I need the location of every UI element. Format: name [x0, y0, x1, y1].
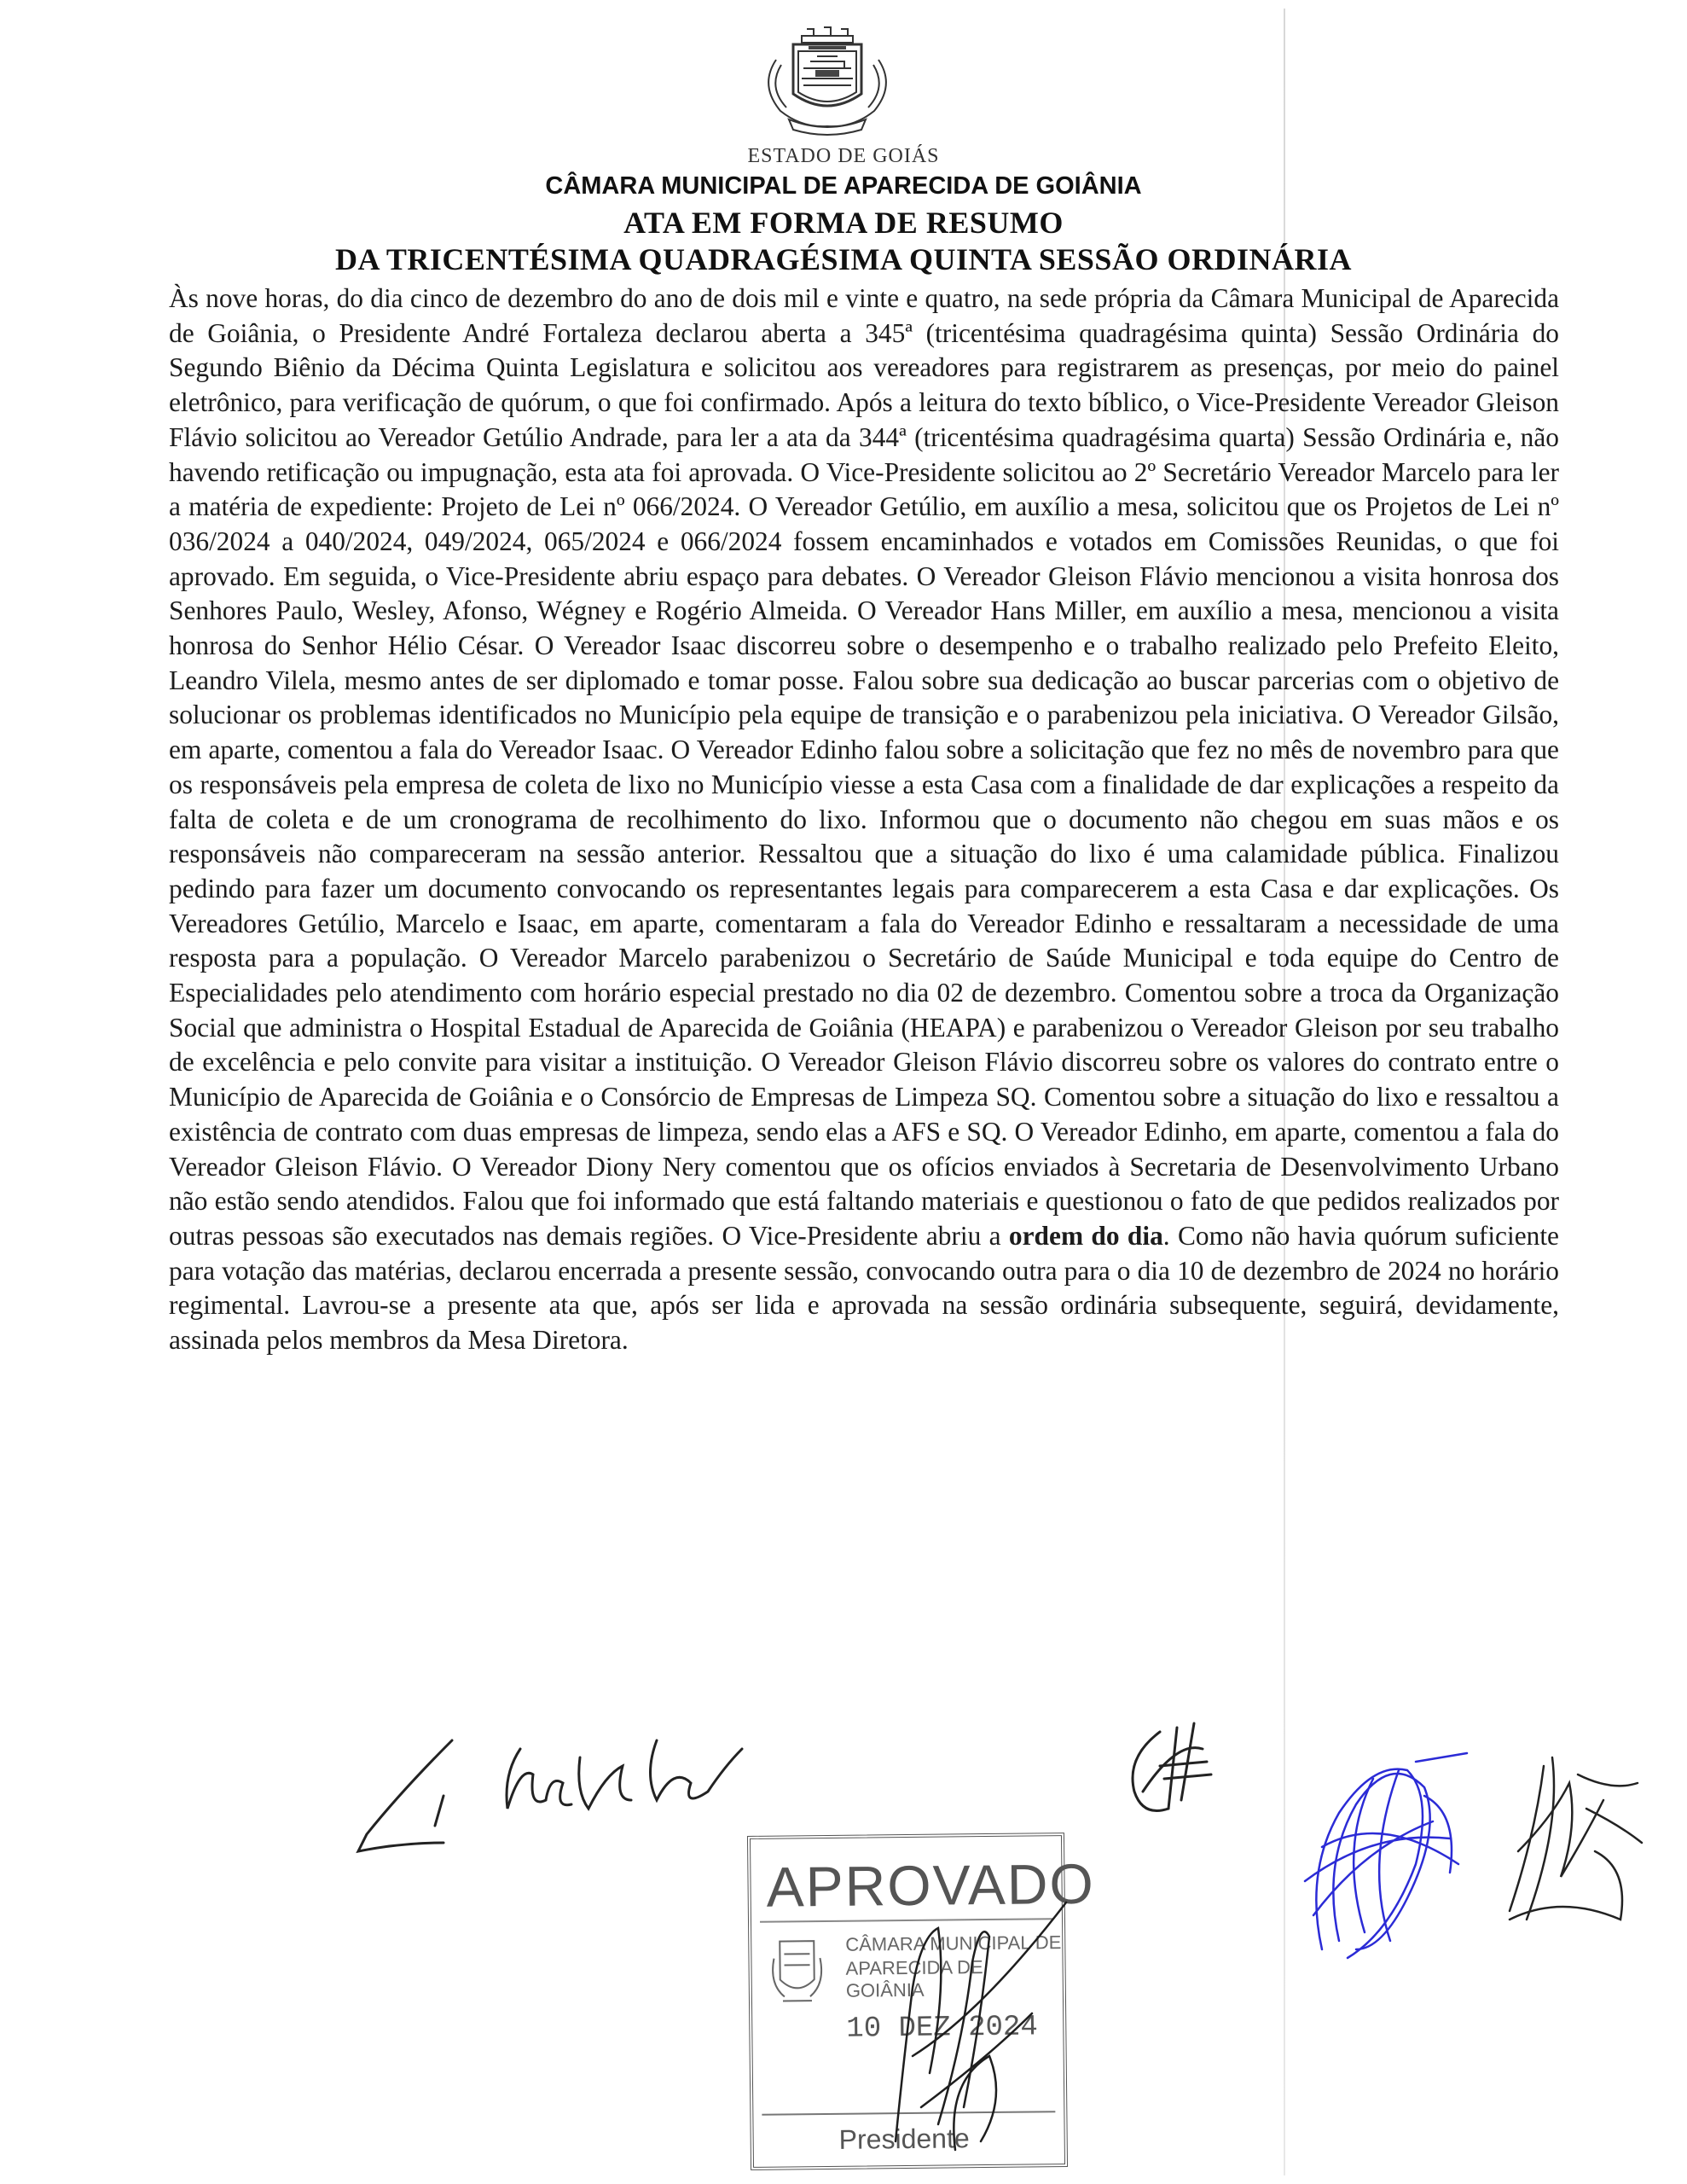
minutes-bold-ordem-do-dia: ordem do dia — [1008, 1220, 1163, 1251]
coat-of-arms-emblem — [742, 26, 913, 136]
minutes-text-part1: Às nove horas, do dia cinco de dezembro do ano de dois mil e vinte e quatro, na sede própria da Câmara Municipal de Aparecida de Goiânia, o Presidente André Fortaleza declarou aberta a 345ª (tricentésima quadragésima quinta) Sessão Ordinária do Segundo Biênio da Décima Quinta Legislatura e solicitou aos vereadores para registrarem as presenças, por meio do painel eletrônico, para verificação de quórum, o que foi confirmado. Após a leitura do texto bíblico, o Vice-Presidente Vereador Gleison Flávio solicitou ao Vereador Getúlio Andrade, para ler a ata da 344ª (tricentésima quadragésima quarta) Sessão Ordinária e, não havendo retificação ou impugnação, esta ata foi aprovada. O Vice-Presidente solicitou ao 2º Secretário Vereador Marcelo para ler a matéria de expediente: Projeto de Lei nº 066/2024. O Vereador Getúlio, em auxílio a mesa, solicitou que os Projetos de Lei nº 036/2024 a 040/2024, 049/2024, 065/2024 e 066/2024 fossem encaminhados e votados em Comissões Reunidas, o que foi aprovado. Em seguida, o Vice-Presidente abriu espaço para debates. O Vereador Gleison Flávio mencionou a visita honrosa dos Senhores Paulo, Wesley, Afonso, Wégney e Rogério Almeida. O Vereador Hans Miller, em auxílio a mesa, mencionou a visita honrosa do Senhor Hélio César. O Vereador Isaac discorreu sobre o desempenho e o trabalho realizado pelo Prefeito Eleito, Leandro Vilela, mesmo antes de ser diplomado e tomar posse. Falou sobre sua dedicação ao buscar parcerias com o objetivo de solucionar os problemas identificados no Município pela equipe de transição e o parabenizou pela iniciativa. O Vereador Gilsão, em aparte, comentou a fala do Vereador Isaac. O Vereador Edinho falou sobre a solicitação que fez no mês de novembro para que os responsáveis pela empresa de coleta de lixo no Município viesse a esta Casa com a finalidade de dar explicações a respeito da falta de coleta e de um cronograma de recolhimento do lixo. Informou que o documento não chegou em suas mãos e os responsáveis não compareceram na sessão anterior. Ressaltou que a situação do lixo é uma calamidade pública. Finalizou pedindo para fazer um documento convocando os representantes legais para comparecerem a esta Casa e dar explicações. Os Vereadores Getúlio, Marcelo e Isaac, em aparte, comentaram a fala do Vereador Edinho e ressaltaram a necessidade de uma resposta para a população. O Vereador Marcelo parabenizou o Secretário de Saúde Municipal e toda equipe do Centro de Especialidades pelo atendimento com horário especial prestado no dia 02 de dezembro. Comentou sobre a troca da Organização Social que administra o Hospital Estadual de Aparecida de Goiânia (HEAPA) e parabenizou o Vereador Gleison por seu trabalho de excelência e pelo convite para visitar a instituição. O Vereador Gleison Flávio discorreu sobre os valores do contrato entre o Município de Aparecida de Goiânia e o Consórcio de Empresas de Limpeza SQ. Comentou sobre a situação do lixo e ressaltou a existência de contrato com duas empresas de limpeza, sendo elas a AFS e SQ. O Vereador Edinho, em aparte, comentou a fala do Vereador Gleison Flávio. O Vereador Diony Nery comentou que os ofícios enviados à Secretaria de Desenvolvimento Urbano não estão sendo atendidos. Falou que foi informado que está faltando materiais e questionou o fato de que pedidos realizados por outras pessoas são executados nas demais regiões. O Vice-Presidente abriu a — [169, 283, 1559, 1251]
signature-left — [350, 1715, 751, 1860]
document-title-line1: ATA EM FORMA DE RESUMO — [623, 206, 1064, 240]
stamp-crest-icon — [767, 1932, 827, 2010]
signature-stamp-president — [861, 1885, 1100, 2167]
signature-initials-center — [1109, 1715, 1220, 1826]
stamp-date: 10 DEZ 2024 — [846, 2011, 1038, 2046]
stamp-role-label: Presidente — [838, 2123, 970, 2155]
signature-right — [1493, 1749, 1646, 1945]
signature-blue-right — [1288, 1745, 1484, 1966]
stamp-chamber-line1: CÂMARA MUNICIPAL DE — [845, 1931, 1062, 1955]
document-title-line2: DA TRICENTÉSIMA QUADRAGÉSIMA QUINTA SESSÃO ORDINÁRIA — [335, 242, 1352, 276]
minutes-body-paragraph — [169, 282, 1559, 1358]
state-name: ESTADO DE GOIÁS — [747, 145, 940, 167]
stamp-approved-word: APROVADO — [766, 1851, 1096, 1919]
minutes-text-part2: . Como não havia quórum suficiente para votação das matérias, declarou encerrada a presente sessão, convocando outra para o dia 10 de dezembro de 2024 no horário regimental. Lavrou-se a presente ata que, após ser lida e aprovada na sessão ordinária subsequente, seguirá, devidamente, assinada pelos membros da Mesa Diretora. — [169, 1220, 1559, 1356]
stamp-chamber-line2: APARECIDA DE GOIÂNIA — [845, 1956, 983, 2001]
chamber-name: CÂMARA MUNICIPAL DE APARECIDA DE GOIÂNIA — [545, 172, 1142, 200]
